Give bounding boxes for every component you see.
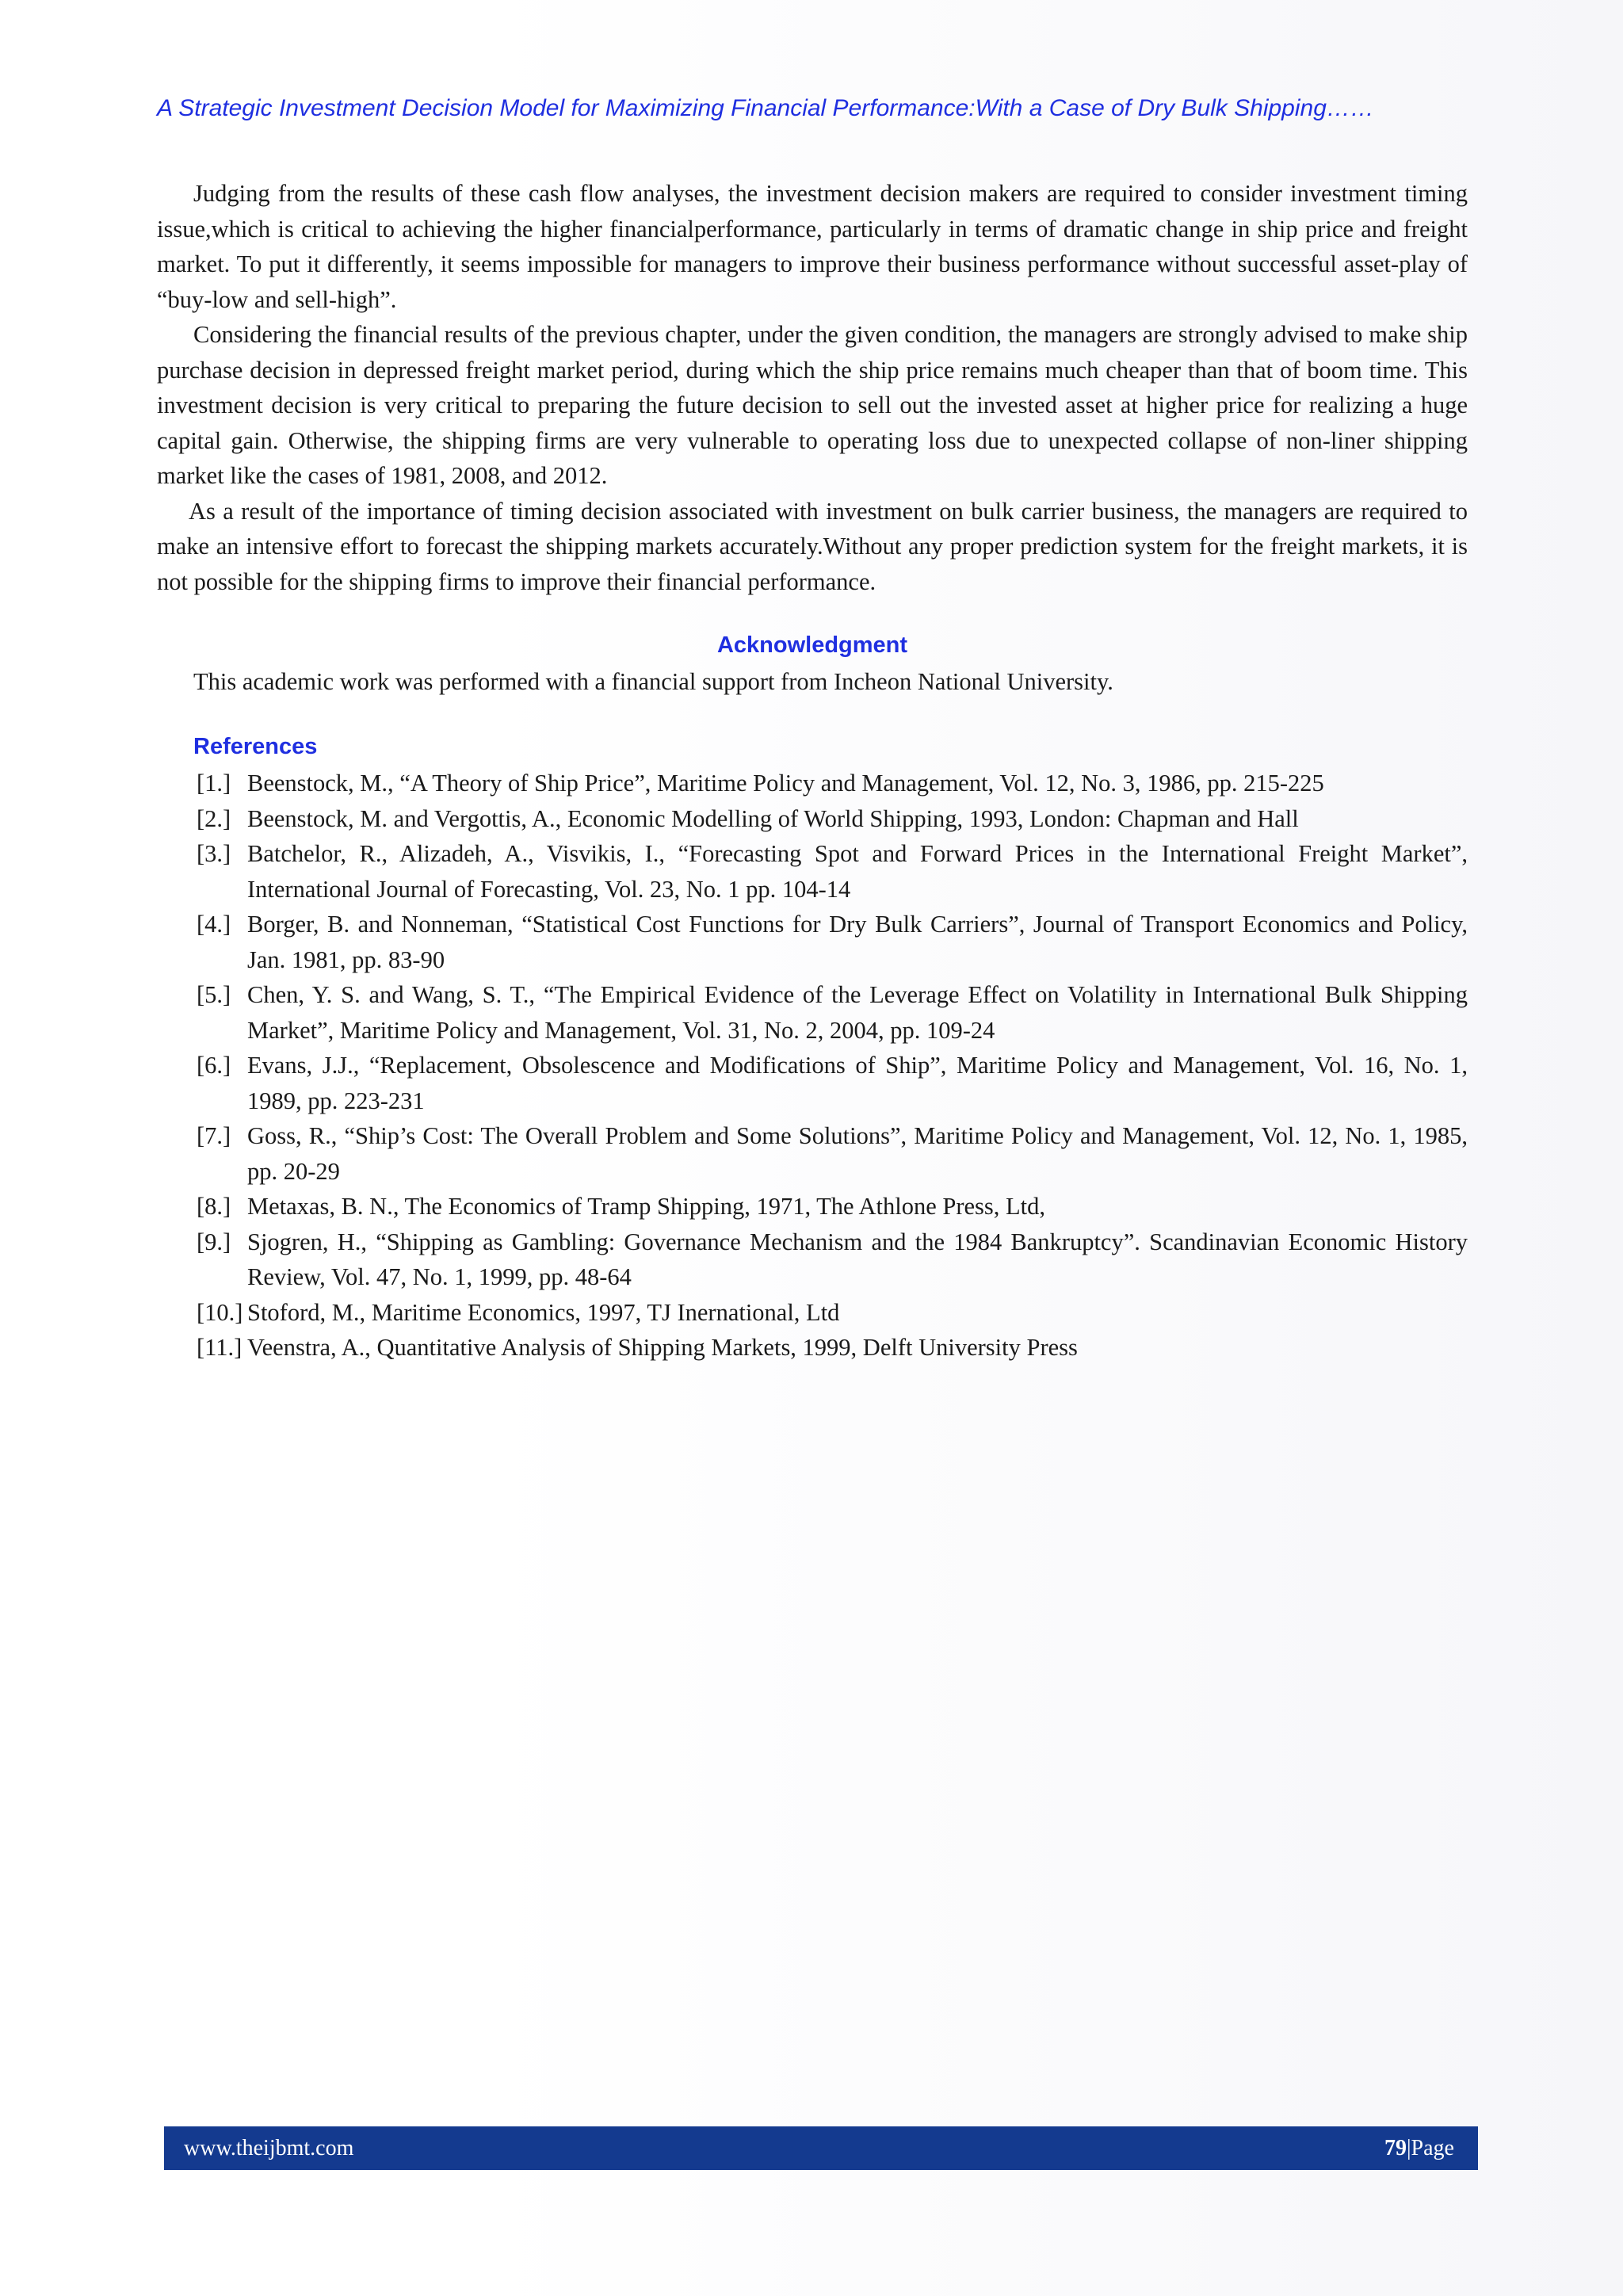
reference-item-10 <box>197 1295 1468 1331</box>
reference-item-11 <box>197 1330 1468 1366</box>
running-header-title: A Strategic Investment Decision Model for Maximizing Financial Performance:With a Case of Dry Bulk Shipping…… <box>157 95 1374 121</box>
paragraph-3: As a result of the importance of timing decision associated with investment on bulk carrier business, the managers are required to make an intensive effort to forecast the shipping markets accurately.Without any proper prediction system for the freight markets, it is not possible for the shipping firms to improve their financial performance. <box>157 497 1468 595</box>
page-number: 79 <box>1384 2136 1407 2160</box>
reference-item-3 <box>197 836 1468 907</box>
reference-text: Chen, Y. S. and Wang, S. T., “The Empirical Evidence of the Leverage Effect on Volatility in International Bulk Shipping Market”, Maritime Policy and Management, Vol. 31, No. 2, 2004, pp. 109-24 <box>247 981 1468 1044</box>
reference-text: Batchelor, R., Alizadeh, A., Visvikis, I., “Forecasting Spot and Forward Prices in the International Freight Market”, International Journal of Forecasting, Vol. 23, No. 1 pp. 104-14 <box>247 840 1468 903</box>
reference-item-1 <box>197 766 1468 801</box>
acknowledgment-text: This academic work was performed with a financial support from Incheon National University. <box>193 668 1113 695</box>
reference-number: [2.] <box>197 804 231 832</box>
reference-item-5 <box>197 977 1468 1048</box>
paragraph-2: Considering the financial results of the previous chapter, under the given condition, the managers are strongly advised to make ship purchase decision in depressed freight market period, during which the ship price remains much cheaper than that of boom time. This investment decision is very critical to preparing the future decision to sell out the invested asset at higher price for realizing a huge capital gain. Otherwise, the shipping firms are very vulnerable to operating loss due to unexpected collapse of non-liner shipping market like the cases of 1981, 2008, and 2012. <box>157 321 1468 489</box>
reference-list <box>197 766 1468 1366</box>
reference-item-2 <box>197 801 1468 837</box>
footer-url: www.theijbmt.com <box>184 2136 354 2160</box>
reference-number: [3.] <box>197 840 231 867</box>
page-label: |Page <box>1406 2136 1454 2160</box>
reference-text: Goss, R., “Ship’s Cost: The Overall Problem and Some Solutions”, Maritime Policy and Management, Vol. 12, No. 1, 1985, pp. 20-29 <box>247 1122 1468 1185</box>
footer-page-indicator <box>1384 2136 1454 2161</box>
reference-number: [11.] <box>197 1334 242 1361</box>
reference-item-6 <box>197 1048 1468 1118</box>
reference-text: Metaxas, B. N., The Economics of Tramp Shipping, 1971, The Athlone Press, Ltd, <box>247 1193 1046 1220</box>
acknowledgment-heading: Acknowledgment <box>716 632 908 658</box>
reference-number: [6.] <box>197 1052 231 1079</box>
reference-item-4 <box>197 907 1468 977</box>
reference-text: Veenstra, A., Quantitative Analysis of Shipping Markets, 1999, Delft University Press <box>247 1334 1078 1361</box>
reference-text: Stoford, M., Maritime Economics, 1997, TJ Inernational, Ltd <box>247 1298 840 1326</box>
reference-item-7 <box>197 1118 1468 1189</box>
reference-number: [9.] <box>197 1228 231 1255</box>
footer-bar <box>164 2126 1478 2170</box>
reference-number: [1.] <box>197 770 231 797</box>
body-text <box>157 176 1468 599</box>
reference-item-9 <box>197 1224 1468 1295</box>
reference-text: Beenstock, M., “A Theory of Ship Price”, Maritime Policy and Management, Vol. 12, No. 3, 1986, pp. 215-225 <box>247 770 1324 797</box>
reference-number: [5.] <box>197 981 231 1008</box>
reference-text: Borger, B. and Nonneman, “Statistical Cost Functions for Dry Bulk Carriers”, Journal of Transport Economics and Policy, Jan. 1981, pp. 83-90 <box>247 911 1468 973</box>
reference-number: [7.] <box>197 1122 231 1149</box>
references-heading: References <box>193 734 318 759</box>
paragraph-1: Judging from the results of these cash flow analyses, the investment decision makers are required to consider investment timing issue,which is critical to achieving the higher financialperformance, particularly in terms of dramatic change in ship price and freight market. To put it differently, it seems impossible for managers to improve their business performance without successful asset-play of “buy-low and sell-high”. <box>157 180 1468 313</box>
reference-number: [10.] <box>197 1298 243 1326</box>
reference-text: Sjogren, H., “Shipping as Gambling: Governance Mechanism and the 1984 Bankruptcy”. Scandinavian Economic History Review, Vol. 47, No. 1, 1999, pp. 48-64 <box>247 1228 1468 1290</box>
reference-text: Evans, J.J., “Replacement, Obsolescence and Modifications of Ship”, Maritime Policy and Management, Vol. 16, No. 1, 1989, pp. 223-231 <box>247 1052 1468 1114</box>
reference-text: Beenstock, M. and Vergottis, A., Economic Modelling of World Shipping, 1993, London: Chapman and Hall <box>247 804 1299 832</box>
reference-number: [4.] <box>197 911 231 938</box>
reference-number: [8.] <box>197 1193 231 1220</box>
reference-item-8 <box>197 1189 1468 1224</box>
